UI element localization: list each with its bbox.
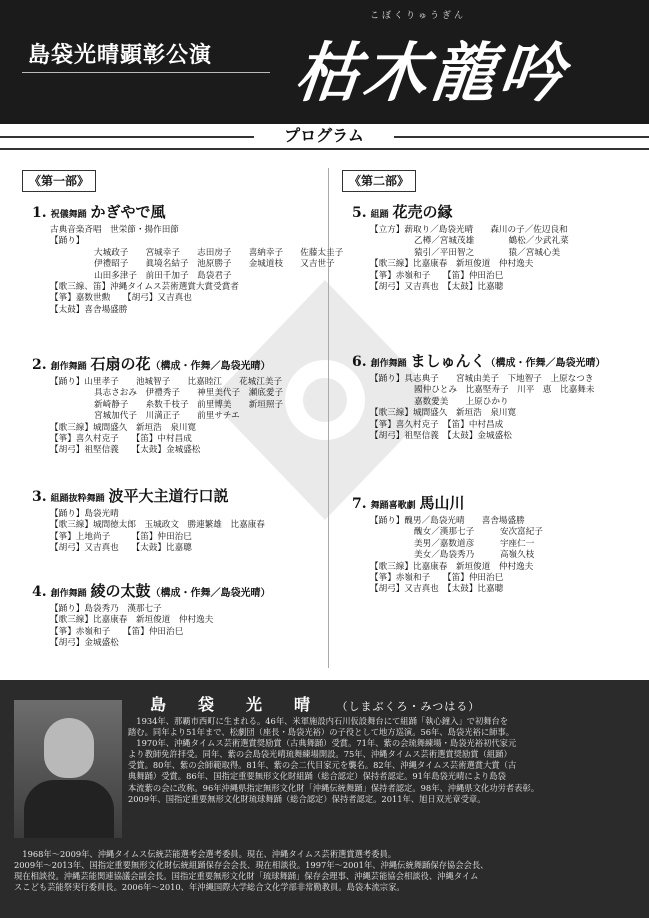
bio-text [128,716,640,805]
credit-line: 【歌三線】城間盛久 新垣浩 泉川寛 [370,408,517,419]
credit-line: 【太鼓】喜舎場盛勝 [50,304,128,315]
credit-line: 乙樽／宮城茂雄 鶴松／少武礼菜 [414,236,569,247]
item-name: 綾の太鼓 [90,582,151,600]
credit-line: 古典音楽斉唱 世栄節・揚作田節 [50,225,179,235]
bio-line: 1968年〜2009年、沖縄タイムス伝統芸能選考会選考委員。現在、沖縄タイムス芸術選賞選考委員。 [14,849,397,859]
credit-line: 【箏】赤嶺和子 【笛】仲田治巳 [370,270,504,281]
bio-line: 本流紫の会に改称。96年沖縄県指定無形文化財「沖縄伝統舞踊」保持者認定。98年、沖縄県文化功労者表彰。 [128,782,540,793]
credit-line: 【歌三線】城間盛久 新垣浩 泉川寛 [50,422,197,433]
portrait-photo [14,700,122,838]
item-number: 2. [32,357,47,373]
credit-line: 【立方】薪取り／島袋光晴 森川の子／佐辺良和 [370,225,568,235]
credit-line: 【踊り】山里孝子 池城智子 比嘉睦江 花城江美子 [50,377,283,387]
bio-line: スこども芸能祭実行委員長。2006年〜2010、年沖縄国際大学総合文化学部非常勤教員。島袋本流宗家。 [14,882,405,893]
item-note: （構成・作舞／島袋光晴） [150,361,271,372]
bio-name: 島 袋 光 晴 （しまぶくろ・みつはる） [150,695,481,714]
item-name: かぎやで風 [90,203,166,221]
credit-line: 【歌三線】比嘉康春 新垣俊道 仲村逸夫 [50,615,214,626]
item-number: 3. [32,489,47,505]
bio-line: 現在相談役。沖縄芸能関連協議会副会長。国指定重要無形文化財「琉球舞踊」保存会理事、沖縄芸能協会相談役、沖縄タイム [14,871,479,882]
program-item-title [32,485,229,506]
bio-text-full [14,849,644,893]
credit-line: 國仲ひとみ 比嘉堅寿子 川平 恵 比嘉舞未 [414,385,595,396]
credit-line: 醜女／漢那七子 安次富紀子 [414,527,543,538]
item-number: 1. [32,205,47,221]
bio-line: 典舞踊）受賞。86年、国指定重要無形文化財組踊（総合認定）保持者認定。91年島袋光晴により島袋 [128,771,506,782]
credit-line: 【踊り】 [50,236,85,247]
title-ruby: こぼくりゅうぎん [370,11,467,21]
credit-line: 【踊り】島袋光晴 [50,509,119,519]
item-name: 花売の縁 [392,203,453,221]
bio-line: 1934年、那覇市西町に生まれる。46年、米軍施設内石川仮設舞台にて組踊「執心鐘入」で初舞台を [128,716,509,726]
part1-label: 《第一部》 [22,170,96,192]
credit-line: 【箏】喜久村克子 【笛】中村昌成 [50,434,192,444]
item-number: 4. [32,584,47,600]
item-note: （構成・作舞／島袋光晴） [150,588,271,599]
bio-line: 踏む。同年より51年まで、松劇団（座長・島袋光裕）の子役として地方巡演。56年、島袋光裕に師事。 [128,727,515,738]
bio-line: より教師免許拝受。同年、紫の会島袋光晴琉舞練場開設。75年、沖縄タイムス芸術選賞奨励賞（組踊） [128,749,512,760]
credit-line: 【胡弓】又吉真也 【太鼓】比嘉聰 [370,282,504,292]
credit-line: 伊禮昭子 眞境名結子 池原勝子 金城道枝 又吉世子 [94,259,335,270]
program-item-title [32,353,271,374]
credit-line: 【踊り】具志典子 宮城由美子 下地智子 上原なつき [370,374,594,384]
item-category: 創作舞踊 [370,359,407,369]
subtitle-underline [22,72,270,73]
bio-line: 受賞。80年、紫の会師範取得。81年、紫の会二代目家元を襲名。82年、沖縄タイムス芸術選賞大賞（古 [128,760,517,771]
program-heading: プログラム [254,124,394,148]
program-item-title [32,201,166,222]
bio-line: 2009年、国指定重要無形文化財琉球舞踊（総合認定）保持者認定。2011年、旭日双光章受章。 [128,793,486,804]
credit-line: 新崎静子 糸数千枝子 前里博美 新垣照子 [94,399,284,410]
credit-line: 【踊り】島袋秀乃 漢那七子 [50,604,162,614]
bio-line: 1970年、沖縄タイムス芸術選賞奨励賞（古典舞踊）受賞。71年、紫の会琉舞練場・島袋光裕初代家元 [128,738,517,749]
credit-line: 【箏】喜久村克子 【笛】中村昌成 [370,419,504,430]
item-category: 組踊抜粋舞踊 [50,494,105,504]
item-category: 祝儀舞踊 [50,210,87,220]
credit-line: 美男／嘉数道彦 宇座仁一 [414,538,535,549]
credit-line: 具志さおみ 伊禮秀子 神里美代子 瀬底愛子 [94,388,284,399]
credit-line: 【箏】赤嶺和子 【笛】仲田治巳 [50,626,184,637]
credit-line: 【胡弓】又吉真也 【太鼓】比嘉聰 [370,584,504,595]
credit-line: 【歌三線、笛】沖縄タイムス芸術選賞大賞受賞者 [50,282,239,292]
credit-line: 大城政子 宮城幸子 志田房子 喜納幸子 佐藤太圭子 [94,247,344,258]
credit-line: 嘉数愛美 上原ひかり [414,396,509,407]
bio-line: 2009年〜2013年、国指定重要無形文化財伝統組踊保存会会長、現在相談役。1997年〜2001年、沖縄伝統舞踊保存協会会長、 [14,860,489,871]
credit-line: 【箏】赤嶺和子 【笛】仲田治巳 [370,573,504,583]
portrait-body [24,780,114,838]
program-item-title [32,580,271,601]
bio-reading: （しまぶくろ・みつはる） [342,700,481,713]
item-number: 6. [352,354,367,370]
item-name: 石扇の花 [90,355,151,373]
credit-line: 【箏】上地尚子 【笛】仲田治巳 [50,531,192,542]
credit-line: 宮城加代子 川満正子 前里サチエ [94,411,240,422]
main-title: 枯木龍吟 [291,36,572,111]
item-name: 波平大主道行口説 [108,487,229,505]
column-divider [328,168,329,668]
program-item-title [352,201,453,222]
credit-line: 【胡弓】祖堅信義 【太鼓】金城盛松 [370,431,512,441]
portrait-face [44,718,94,778]
item-note: （構成・作舞／島袋光晴） [485,358,606,369]
credit-line: 【踊り】醜男／島袋光晴 喜舎場盛勝 [370,516,525,526]
item-category: 舞踊喜歌劇 [370,501,416,511]
credit-line: 【胡弓】金城盛松 [50,638,119,649]
credit-line: 【胡弓】又吉真也 【太鼓】比嘉聰 [50,543,192,554]
item-category: 組踊 [370,210,389,220]
credit-line: 山田多津子 前田千加子 島袋君子 [94,270,232,281]
part2-label: 《第二部》 [342,170,416,192]
item-number: 7. [352,496,367,512]
credit-line: 【歌三線】城間徳太郎 玉城政文 勝連繁雄 比嘉康春 [50,520,265,531]
item-category: 創作舞踊 [50,589,87,599]
item-category: 創作舞踊 [50,362,87,372]
credit-line: 【歌三線】比嘉康春 新垣俊道 仲村逸夫 [370,561,534,572]
event-subtitle: 島袋光晴顕彰公演 [28,43,213,68]
credit-line: 美女／島袋秀乃 高嶺久枝 [414,550,535,561]
credit-line: 【胡弓】祖堅信義 【太鼓】金城盛松 [50,445,201,456]
program-item-title [352,492,465,513]
item-name: 馬山川 [419,494,465,512]
program-item-title [352,350,606,371]
item-number: 5. [352,205,367,221]
item-name: ましゅんく [410,352,486,370]
header-banner [0,0,649,124]
credit-line: 猿引／平田智之 猿／宮城心美 [414,247,561,258]
credit-line: 【箏】嘉数世勲 【胡弓】又吉真也 [50,293,192,304]
credit-line: 【歌三線】比嘉康春 新垣俊道 仲村逸夫 [370,259,534,270]
